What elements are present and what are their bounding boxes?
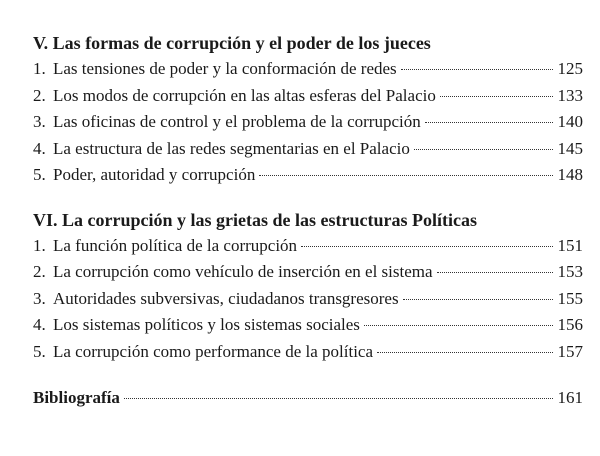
entry-title: Las oficinas de control y el problema de la corrupción — [53, 112, 421, 131]
toc-entry — [33, 339, 583, 366]
dot-leader — [437, 272, 553, 273]
entry-number: 4. — [33, 315, 46, 334]
entry-page: 153 — [557, 262, 583, 281]
toc-entry — [33, 56, 583, 83]
entry-page: 148 — [557, 165, 583, 184]
toc-entry — [33, 83, 583, 110]
entry-title: La corrupción como performance de la política — [53, 341, 374, 361]
entry-title: Autoridades subversivas, ciudadanos transgresores — [53, 288, 399, 308]
toc-section-v — [33, 32, 583, 189]
dot-leader — [401, 69, 553, 70]
entry-title: La corrupción como vehículo de inserción en el sistema — [53, 262, 433, 281]
entry-title: La función política de la corrupción — [53, 235, 298, 255]
entry-page: 133 — [557, 85, 583, 105]
entry-page: 125 — [557, 59, 583, 78]
toc-entry — [33, 259, 583, 286]
dot-leader — [364, 325, 553, 326]
section-title: V. Las formas de corrupción y el poder de los jueces — [33, 33, 431, 53]
entry-title: Poder, autoridad y corrupción — [53, 165, 256, 184]
entry-page: 155 — [557, 288, 583, 308]
entry-title: Los sistemas políticos y los sistemas sociales — [53, 315, 360, 334]
entry-title: Bibliografía — [33, 388, 120, 407]
entry-number: 3. — [33, 288, 46, 308]
entry-number: 5. — [33, 341, 46, 361]
dot-leader — [124, 398, 553, 399]
toc-entry — [33, 286, 583, 313]
table-of-contents — [33, 32, 583, 412]
entry-title: Las tensiones de poder y la conformación de redes — [53, 59, 397, 78]
section-title: VI. La corrupción y las grietas de las estructuras Políticas — [33, 209, 477, 230]
toc-entry — [33, 136, 583, 163]
dot-leader — [259, 175, 553, 176]
entry-number: 4. — [33, 138, 46, 158]
toc-entry — [33, 162, 583, 189]
entry-page: 151 — [557, 235, 583, 255]
entry-number: 3. — [33, 112, 46, 131]
entry-page: 156 — [557, 315, 583, 334]
dot-leader — [414, 149, 553, 150]
entry-page: 140 — [557, 112, 583, 131]
entry-page: 161 — [557, 388, 583, 407]
entry-number: 2. — [33, 262, 46, 281]
dot-leader — [425, 122, 553, 123]
toc-section-vi — [33, 209, 583, 366]
entry-page: 145 — [557, 138, 583, 158]
entry-page: 157 — [557, 341, 583, 361]
entry-title: La estructura de las redes segmentarias en el Palacio — [53, 138, 410, 158]
entry-number: 5. — [33, 165, 46, 184]
dot-leader — [440, 96, 553, 97]
toc-entry — [33, 312, 583, 339]
toc-entry — [33, 233, 583, 260]
dot-leader — [301, 246, 553, 247]
toc-entry-bibliography — [33, 385, 583, 412]
entry-number: 1. — [33, 235, 46, 255]
toc-entry — [33, 109, 583, 136]
entry-number: 2. — [33, 85, 46, 105]
entry-title: Los modos de corrupción en las altas esferas del Palacio — [53, 85, 436, 105]
entry-number: 1. — [33, 59, 46, 78]
dot-leader — [377, 352, 553, 353]
dot-leader — [403, 299, 553, 300]
